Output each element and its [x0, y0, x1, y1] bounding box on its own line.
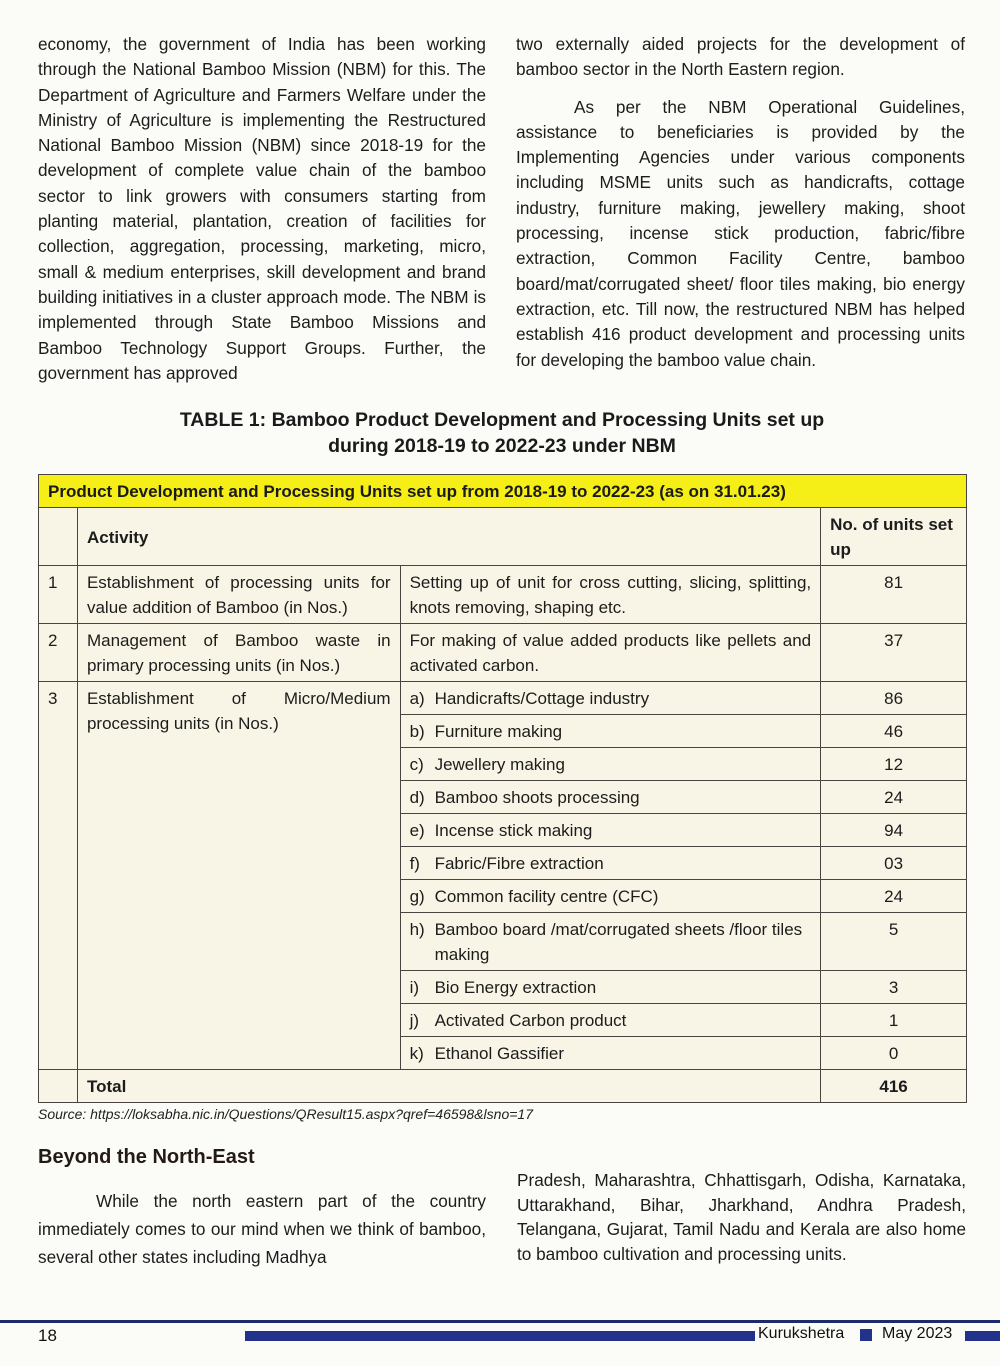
- table-subrow: b) Furniture making 46: [39, 715, 967, 748]
- table-subrow: k) Ethanol Gassifier 0: [39, 1037, 967, 1070]
- table-subrow: c) Jewellery making 12: [39, 748, 967, 781]
- issue-date: May 2023: [882, 1325, 953, 1342]
- section-column-left: [38, 1187, 486, 1271]
- section-heading: Beyond the North-East: [38, 1146, 255, 1168]
- footer-bar-tail: [965, 1331, 1000, 1341]
- table-subrow: h) Bamboo board /mat/corrugated sheets /floor tiles making 5: [39, 913, 967, 971]
- footer-rule: [0, 1320, 1000, 1323]
- table-row: 3 Establishment of Micro/Medium processing units (in Nos.) a) Handicrafts/Cottage industry 86: [39, 682, 967, 715]
- header-units: No. of units set up: [821, 508, 967, 566]
- table-subrow: j) Activated Carbon product 1: [39, 1004, 967, 1037]
- table-total-row: [39, 1070, 967, 1103]
- magazine-name: Kurukshetra: [758, 1325, 845, 1342]
- table-title: TABLE 1: Bamboo Product Development and Processing Units set up during 2018-19 to 2022-23 under NBM: [179, 409, 825, 457]
- units-table: [38, 474, 967, 1103]
- table-subrow: g) Common facility centre (CFC) 24: [39, 880, 967, 913]
- page-number: 18: [38, 1326, 57, 1345]
- total-label: Total: [77, 1070, 820, 1103]
- table-subrow: i) Bio Energy extraction 3: [39, 971, 967, 1004]
- table-header-row: [39, 508, 967, 566]
- table-band-row: [39, 475, 967, 508]
- table-row: 1 Establishment of processing units for value addition of Bamboo (in Nos.) Setting up of unit for cross cutting, slicing, splitting, knots removing, shaping etc. 81: [39, 566, 967, 624]
- table-subrow: f) Fabric/Fibre extraction 03: [39, 847, 967, 880]
- body-column-left: [38, 32, 486, 386]
- total-value: 416: [821, 1070, 967, 1103]
- source-citation: Source: https://loksabha.nic.in/Questions/QResult15.aspx?qref=46598&lsno=17: [38, 1106, 533, 1122]
- paragraph: As per the NBM Operational Guidelines, assistance to beneficiaries is provided by the Implementing Agencies under various components including MSME units such as handicrafts, cottage industry, furniture making, jewellery making, shoot processing, incense stick production, fabric/fibre extraction, Common Facility Centre, bamboo board/mat/corrugated sheet/ floor tiles making, bio energy extraction, etc. Till now, the restructured NBM has helped establish 416 product development and processing units for developing the bamboo value chain.: [516, 96, 965, 370]
- header-activity: Activity: [77, 508, 820, 566]
- paragraph: two externally aided projects for the development of bamboo sector in the North Eastern region.: [516, 34, 965, 80]
- paragraph: Pradesh, Maharashtra, Chhattisgarh, Odisha, Karnataka, Uttarakhand, Bihar, Jharkhand, Andhra Pradesh, Telangana, Gujarat, Tamil Nadu and Kerala are also home to bamboo cultivation and processing units.: [517, 1170, 966, 1264]
- table-subrow: e) Incense stick making 94: [39, 814, 967, 847]
- paragraph: While the north eastern part of the country immediately comes to our mind when we think of bamboo, several other states including Madhya: [38, 1191, 486, 1267]
- table-subrow: d) Bamboo shoots processing 24: [39, 781, 967, 814]
- footer-square-icon: [860, 1329, 872, 1341]
- table-band-heading: Product Development and Processing Units set up from 2018-19 to 2022-23 (as on 31.01.23): [39, 475, 967, 508]
- footer-bar: [245, 1331, 755, 1341]
- paragraph: economy, the government of India has been working through the National Bamboo Mission (NBM) for this. The Department of Agriculture and Farmers Welfare under the Ministry of Agriculture is implementing the Restructured National Bamboo Mission (NBM) since 2018-19 for the development of complete value chain of the bamboo sector to link growers with consumers starting from planting material, plantation, creation of facilities for collection, aggregation, processing, marketing, micro, small & medium enterprises, skill development and brand building initiatives in a cluster approach mode. The NBM is implemented through State Bamboo Missions and Bamboo Technology Support Groups. Further, the government has approved: [38, 34, 486, 383]
- table-row: 2 Management of Bamboo waste in primary processing units (in Nos.) For making of value added products like pellets and activated carbon. 37: [39, 624, 967, 682]
- body-column-right: [516, 32, 965, 373]
- section-column-right: [517, 1168, 966, 1266]
